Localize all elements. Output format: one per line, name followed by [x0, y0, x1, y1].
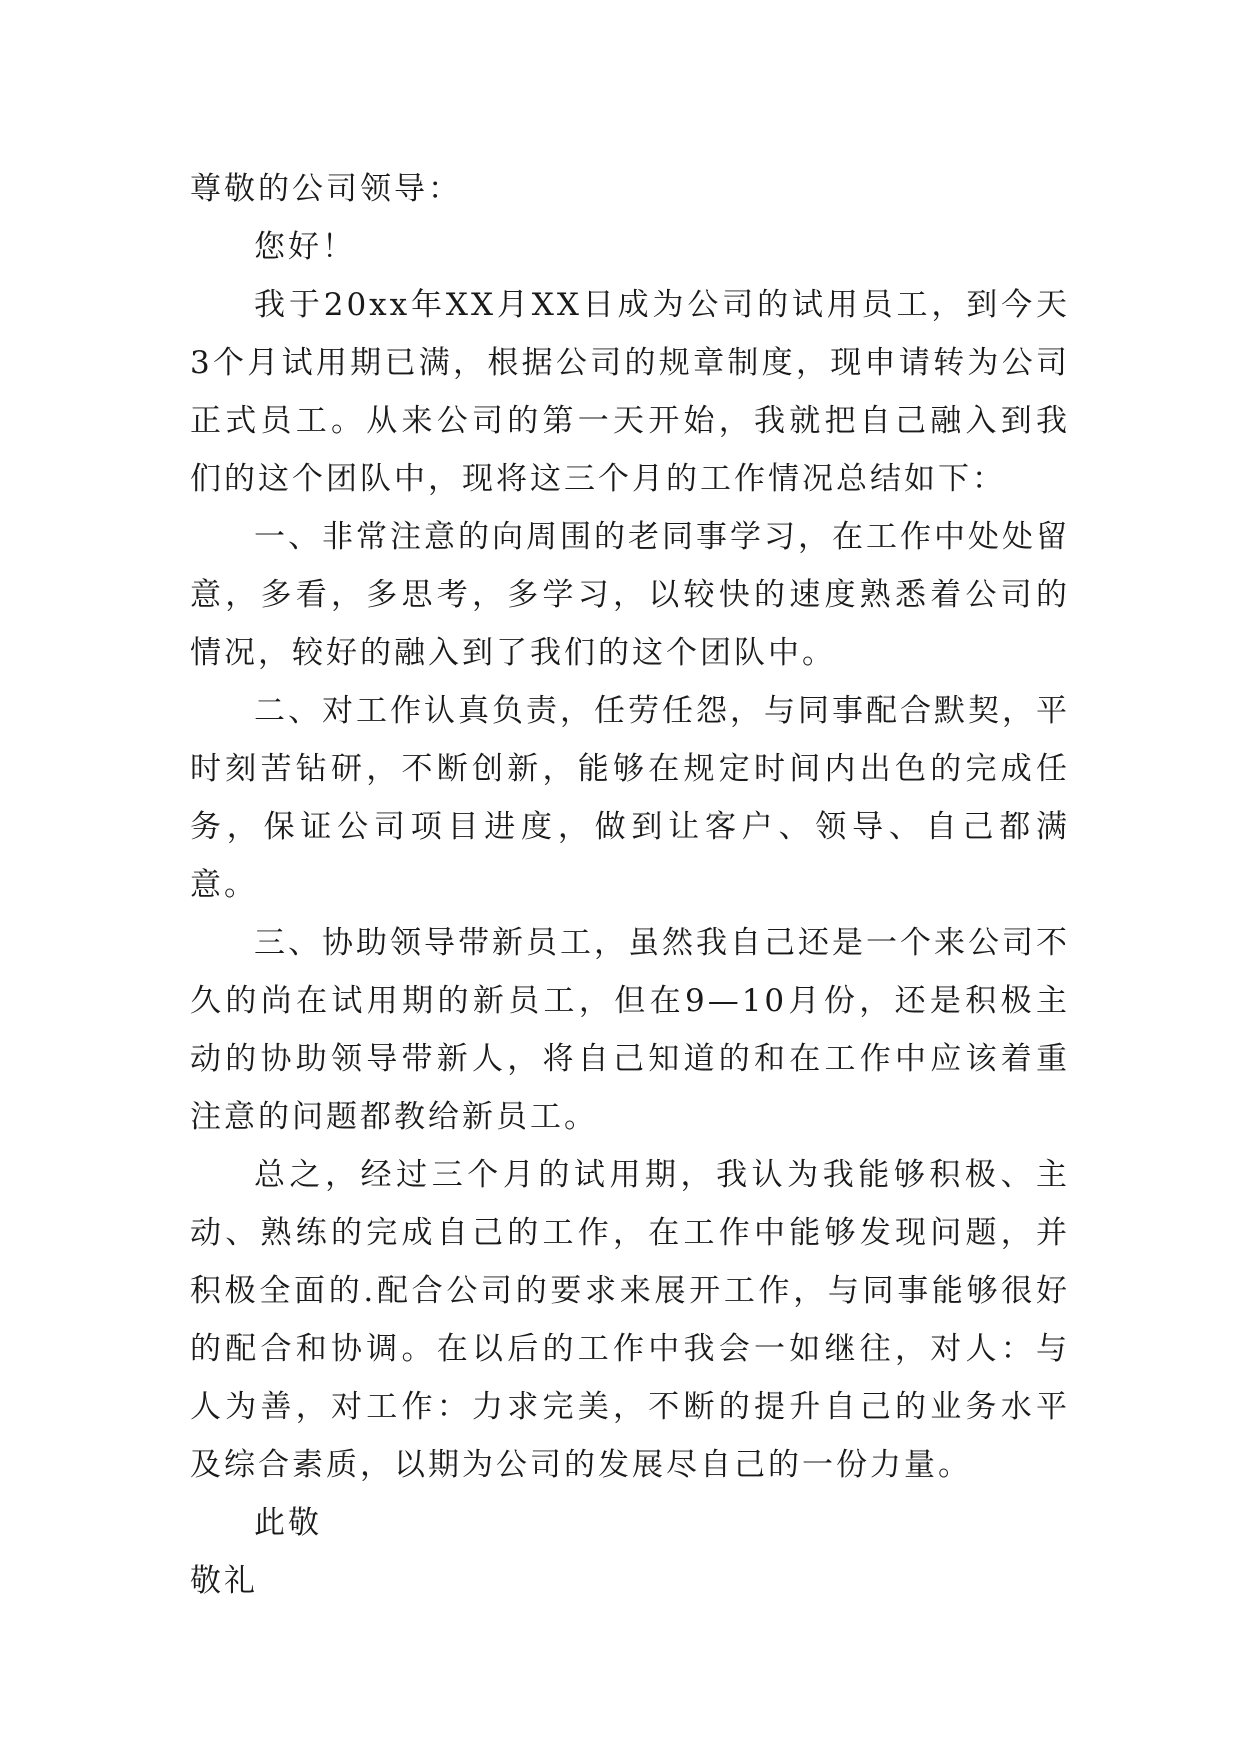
paragraph-intro: 我于20xx年XX月XX日成为公司的试用员工，到今天3个月试用期已满，根据公司的规章制度，现申请转为公司正式员工。从来公司的第一天开始，我就把自己融入到我们的这个团队中，现将这三个月的工作情况总结如下：	[190, 287, 1070, 497]
letter-body	[190, 160, 1070, 1610]
paragraph-point-1: 一、非常注意的向周围的老同事学习，在工作中处处留意，多看，多思考，多学习，以较快的速度熟悉着公司的情况，较好的融入到了我们的这个团队中。	[190, 519, 1070, 671]
greeting: 您好！	[254, 229, 356, 265]
paragraph-summary: 总之，经过三个月的试用期，我认为我能够积极、主动、熟练的完成自己的工作，在工作中能够发现问题，并积极全面的.配合公司的要求来展开工作，与同事能够很好的配合和协调。在以后的工作中我会一如继往，对人：与人为善，对工作：力求完美，不断的提升自己的业务水平及综合素质，以期为公司的发展尽自己的一份力量。	[190, 1157, 1070, 1483]
paragraph-point-3: 三、协助领导带新员工，虽然我自己还是一个来公司不久的尚在试用期的新员工，但在9—10月份，还是积极主动的协助领导带新人，将自己知道的和在工作中应该着重注意的问题都教给新员工。	[190, 925, 1070, 1135]
closing-salute: 敬礼	[190, 1563, 258, 1599]
closing-respectfully: 此敬	[254, 1505, 322, 1541]
salutation: 尊敬的公司领导：	[190, 171, 462, 207]
paragraph-point-2: 二、对工作认真负责，任劳任怨，与同事配合默契，平时刻苦钻研，不断创新，能够在规定时间内出色的完成任务，保证公司项目进度，做到让客户、领导、自己都满意。	[190, 693, 1070, 903]
